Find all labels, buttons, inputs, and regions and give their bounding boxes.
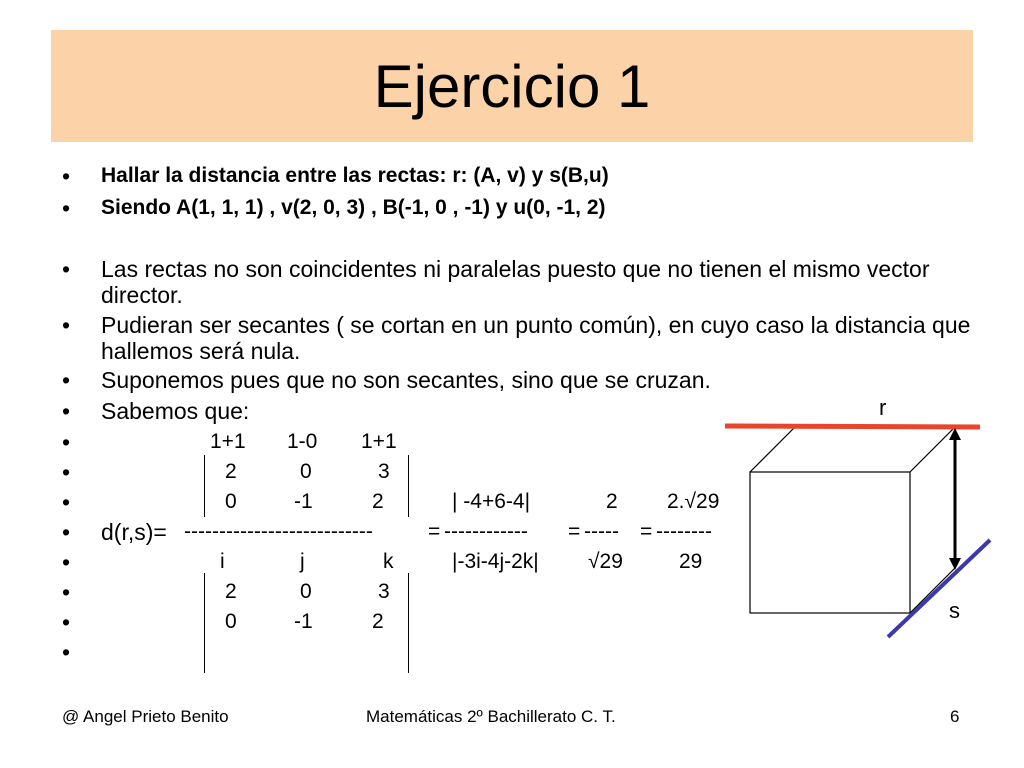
fraction-bar-4: -------- — [656, 520, 712, 543]
den-r3c1: 0 — [225, 610, 237, 633]
num-r2c3: 3 — [378, 460, 390, 483]
bullet-text: Sabemos que: — [101, 398, 250, 424]
bullet-text: Las rectas no son coincidentes ni paralelas puesto que no tienen el mismo vector director. — [101, 256, 930, 308]
num-r3c3: 2 — [372, 490, 384, 513]
fraction-bar-main: --------------------------- — [184, 520, 373, 543]
slide-title: Ejercicio 1 — [373, 53, 651, 120]
bullet-marker: • — [62, 579, 71, 605]
num-r1c3: 1+1 — [361, 430, 397, 453]
bullet-marker: • — [62, 195, 71, 221]
bullet-marker: • — [62, 398, 71, 424]
den-r2c3: 3 — [378, 580, 390, 603]
label-r: r — [879, 395, 887, 420]
bullet-marker: • — [62, 312, 71, 338]
num-r3c1: 0 — [225, 490, 237, 513]
bullet-marker: • — [62, 519, 71, 545]
bullet-marker: • — [62, 609, 71, 635]
den-r2c2: 0 — [300, 580, 312, 603]
bullet-marker: • — [62, 639, 71, 665]
den-j: j — [300, 550, 305, 573]
den-sqrt: √29 — [588, 550, 623, 573]
cube — [750, 427, 955, 613]
fraction-bar-3: ----- — [584, 520, 619, 543]
den-29: 29 — [679, 550, 703, 573]
num-result: 2.√29 — [667, 490, 720, 513]
den-r2c1: 2 — [225, 580, 237, 603]
equals-3: = — [640, 520, 653, 543]
cube-edge — [750, 427, 795, 472]
bullet-marker: • — [62, 459, 71, 485]
cube-edge — [910, 427, 955, 472]
bullet-marker: • — [62, 256, 71, 282]
den-r3c3: 2 — [372, 610, 384, 633]
arrow-head-top — [949, 428, 961, 440]
num-r3c2: -1 — [294, 490, 313, 513]
den-r3c2: -1 — [294, 610, 313, 633]
num-r1c2: 1-0 — [287, 430, 318, 453]
line-r — [725, 426, 980, 427]
bullet-text: Siendo A(1, 1, 1) , v(2, 0, 3) , B(-1, 0 , -1) y u(0, -1, 2) — [101, 196, 606, 219]
line-s — [888, 540, 990, 637]
den-k: k — [383, 550, 394, 573]
bullet-marker: • — [62, 429, 71, 455]
fraction-bar-2: ------------ — [444, 520, 528, 543]
equals-1: = — [428, 520, 441, 543]
footer-course: Matemáticas 2º Bachillerato C. T. — [366, 707, 616, 726]
bullet-text: Suponemos pues que no son secantes, sino que se cruzan. — [101, 367, 711, 393]
bullet-marker: • — [62, 489, 71, 515]
label-s: s — [949, 598, 960, 623]
num-abs: | -4+6-4| — [452, 490, 531, 513]
bullet-text: Pudieran ser secantes ( se cortan en un punto común), en cuyo caso la distancia que hallemos será nula. — [101, 312, 971, 364]
footer-author: @ Angel Prieto Benito — [62, 707, 229, 726]
num-r2c1: 2 — [225, 460, 237, 483]
num-r1c1: 1+1 — [210, 430, 246, 453]
equals-2: = — [568, 520, 581, 543]
num-r2c2: 0 — [300, 460, 312, 483]
den-i: i — [220, 550, 225, 573]
bullet-marker: • — [62, 367, 71, 393]
den-abs: |-3i-4j-2k| — [452, 550, 539, 573]
footer-page-number: 6 — [950, 707, 960, 726]
bullet-text: Hallar la distancia entre las rectas: r: (A, v) y s(B,u) — [101, 164, 609, 187]
num-two: 2 — [606, 490, 618, 513]
bullet-marker: • — [62, 163, 71, 189]
bullet-marker: • — [62, 549, 71, 575]
distance-lhs: d(r,s)= — [101, 519, 167, 545]
cube-front-face — [750, 472, 910, 613]
